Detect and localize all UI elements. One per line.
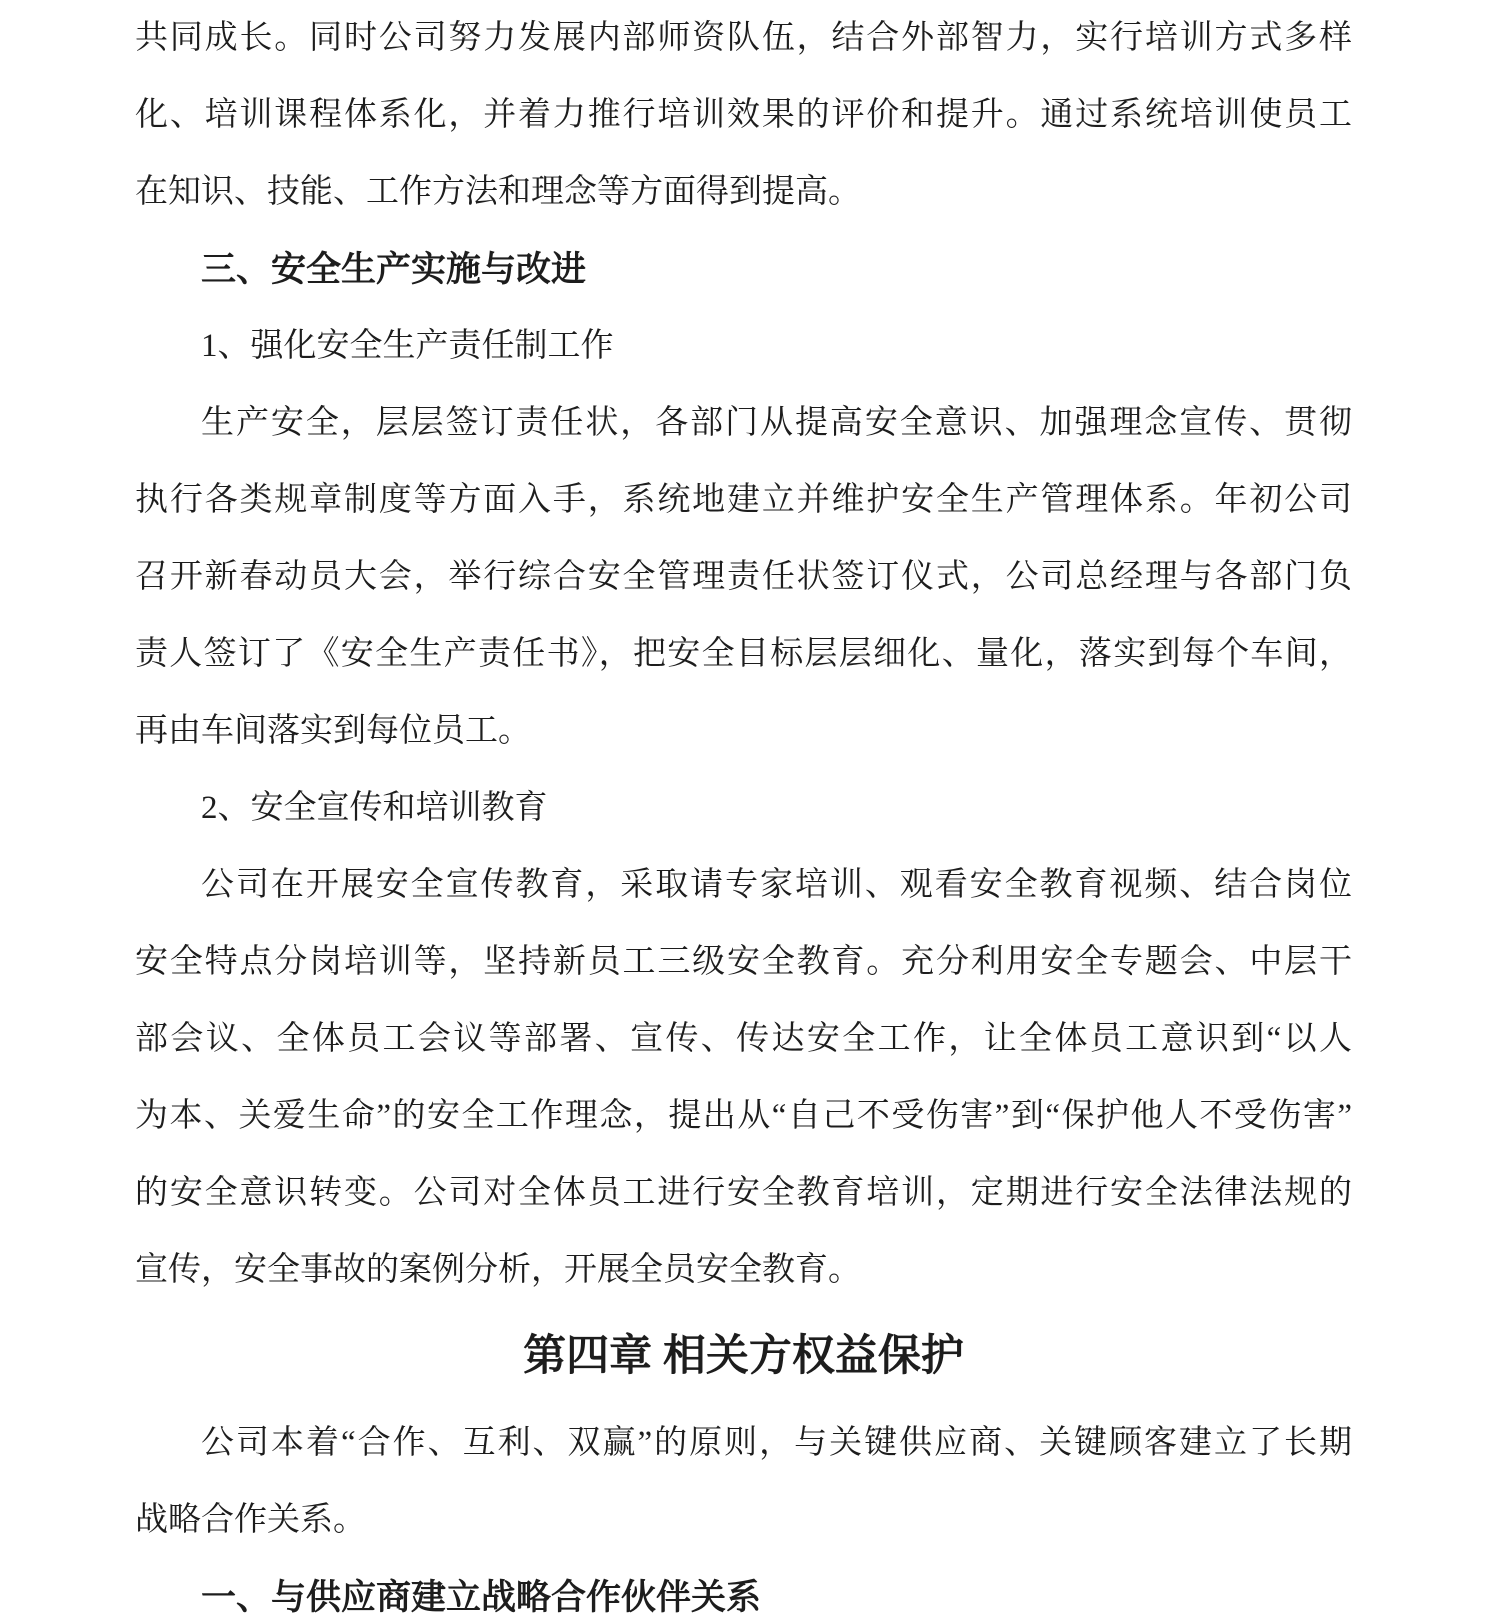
body-line: 再由车间落实到每位员工。	[135, 713, 531, 749]
section-heading: 一、与供应商建立战略合作伙伴关系	[201, 1578, 762, 1617]
body-line: 化、培训课程体系化，并着力推行培训效果的评价和提升。通过系统培训使员工	[135, 97, 1352, 133]
body-line: 安全特点分岗培训等，坚持新员工三级安全教育。充分利用安全专题会、中层干	[135, 944, 1352, 980]
body-line: 的安全意识转变。公司对全体员工进行安全教育培训，定期进行安全法律法规的	[135, 1175, 1352, 1211]
body-line: 为本、关爱生命”的安全工作理念，提出从“自己不受伤害”到“保护他人不受伤害”	[135, 1098, 1352, 1134]
body-line: 部会议、全体员工会议等部署、宣传、传达安全工作，让全体员工意识到“以人	[135, 1021, 1352, 1057]
body-line: 责人签订了《安全生产责任书》，把安全目标层层细化、量化，落实到每个车间，	[135, 636, 1352, 672]
body-line: 宣传，安全事故的案例分析，开展全员安全教育。	[135, 1252, 861, 1288]
paragraph-first-line: 生产安全，层层签订责任状，各部门从提高安全意识、加强理念宣传、贯彻	[201, 405, 1352, 441]
paragraph-first-line: 公司在开展安全宣传教育，采取请专家培训、观看安全教育视频、结合岗位	[201, 867, 1352, 903]
chapter-heading: 第四章 相关方权益保护	[523, 1333, 964, 1380]
body-line: 共同成长。同时公司努力发展内部师资队伍，结合外部智力，实行培训方式多样	[135, 20, 1352, 56]
section-heading: 三、安全生产实施与改进	[201, 250, 587, 289]
body-line: 执行各类规章制度等方面入手，系统地建立并维护安全生产管理体系。年初公司	[135, 482, 1352, 518]
paragraph-first-line: 公司本着“合作、互利、双赢”的原则，与关键供应商、关键顾客建立了长期	[201, 1425, 1352, 1461]
numbered-subheading: 1、强化安全生产责任制工作	[201, 328, 614, 364]
body-line: 召开新春动员大会，举行综合安全管理责任状签订仪式，公司总经理与各部门负	[135, 559, 1352, 595]
body-line: 战略合作关系。	[135, 1502, 366, 1538]
body-line: 在知识、技能、工作方法和理念等方面得到提高。	[135, 174, 861, 210]
numbered-subheading: 2、安全宣传和培训教育	[201, 790, 548, 826]
